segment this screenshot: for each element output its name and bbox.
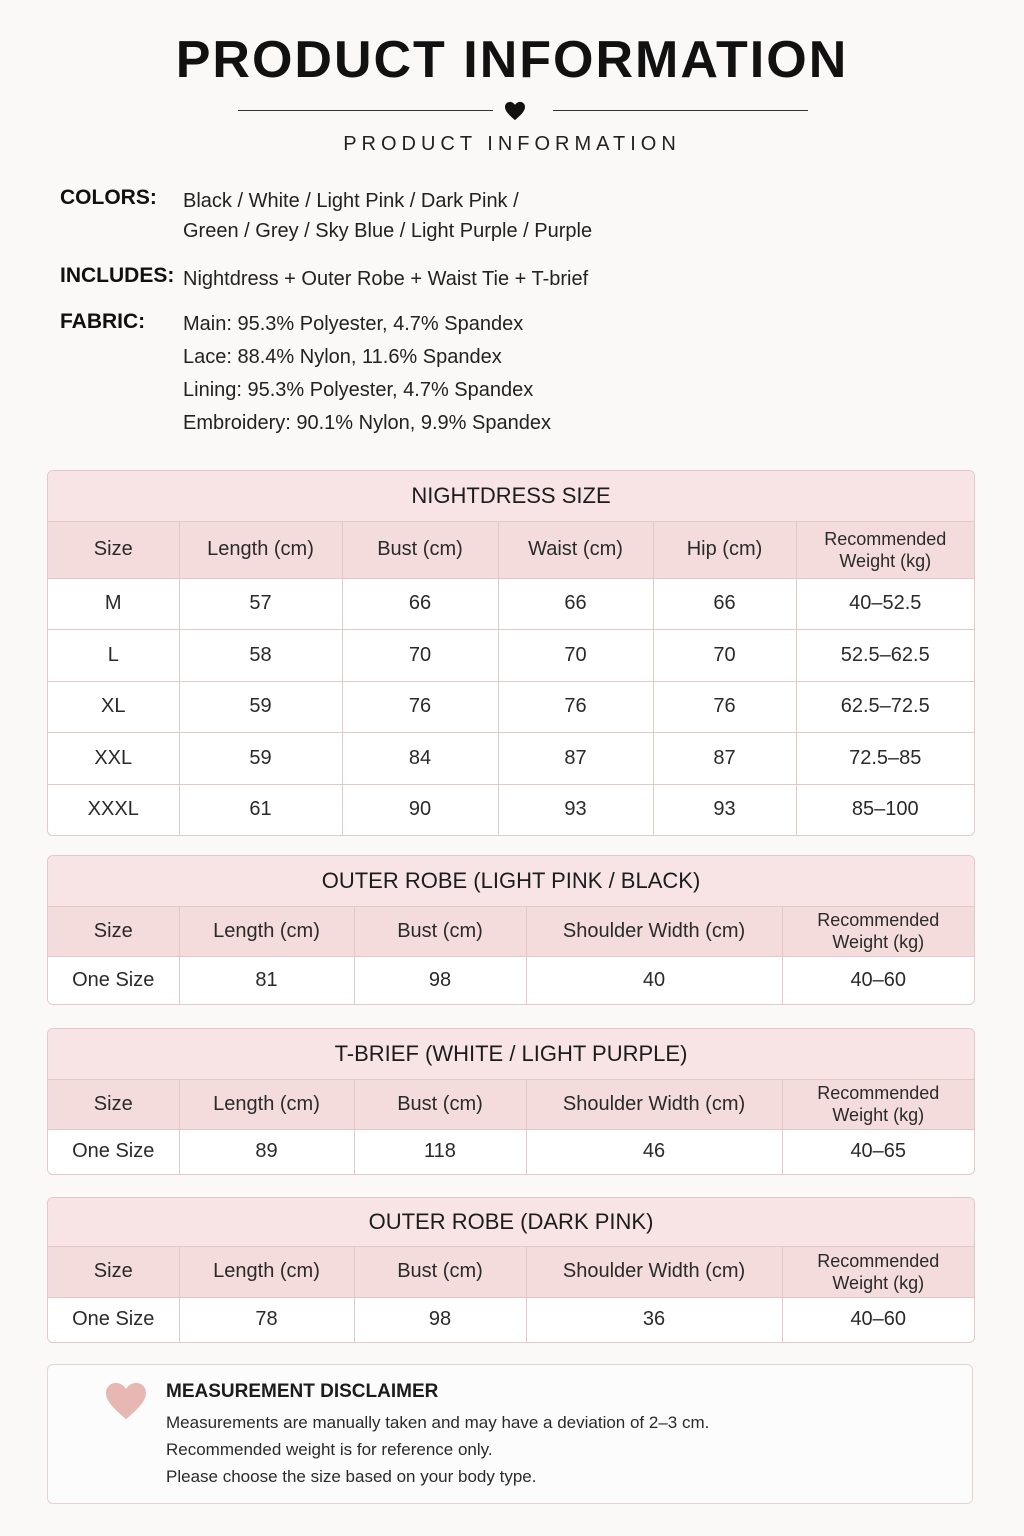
table-cell: 89 [179,1129,354,1174]
header-line: Weight (kg) [832,1105,925,1126]
table-row [48,732,974,784]
disclaimer-title: MEASUREMENT DISCLAIMER [166,1381,439,1402]
table-cell: 66 [498,578,653,629]
table-cell: 40–60 [782,1297,974,1342]
disclaimer-line: Measurements are manually taken and may have a deviation of 2–3 cm. [166,1413,710,1432]
table-cell: 90 [342,784,498,835]
card-title: OUTER ROBE (DARK PINK) [48,1198,974,1247]
header-line: Recommended [817,1083,940,1104]
table-cell: 81 [179,956,354,1004]
table-cell: One Size [48,956,179,1004]
t-brief-table [48,1080,974,1174]
table-cell: 87 [498,732,653,784]
header-line: Recommended [824,528,947,549]
table-cell: M [48,578,179,629]
card-title: NIGHTDRESS SIZE [48,471,974,522]
column-header: Length (cm) [179,907,354,956]
table-header-row [48,522,974,578]
table-cell: 76 [653,681,796,732]
table-cell: 46 [526,1129,782,1174]
nightdress-size-table [48,522,974,835]
column-header: Size [48,1247,179,1297]
disclaimer-line: Please choose the size based on your body type. [166,1467,537,1486]
table-cell: 66 [653,578,796,629]
column-header [782,1080,974,1129]
colors-line: Green / Grey / Sky Blue / Light Purple / Purple [183,220,593,242]
table-cell: 57 [179,578,342,629]
column-header: Length (cm) [179,1247,354,1297]
fabric-value [183,308,551,440]
outer-robe-dark-card [47,1197,975,1343]
card-title: OUTER ROBE (LIGHT PINK / BLACK) [48,856,974,907]
table-cell: 70 [498,629,653,681]
page-subtitle: PRODUCT INFORMATION [343,133,681,155]
outer-robe-dark-table [48,1247,974,1342]
table-cell: 40–52.5 [796,578,974,629]
header-line: Weight (kg) [832,932,925,953]
table-cell: XXXL [48,784,179,835]
disclaimer-line: Recommended weight is for reference only. [166,1440,493,1459]
outer-robe-light-card [47,855,975,1005]
column-header: Shoulder Width (cm) [526,1247,782,1297]
table-cell: 61 [179,784,342,835]
table-cell: XXL [48,732,179,784]
table-cell: 76 [342,681,498,732]
column-header: Shoulder Width (cm) [526,907,782,956]
column-header: Shoulder Width (cm) [526,1080,782,1129]
table-cell: 40 [526,956,782,1004]
heart-icon [504,101,526,121]
table-cell: 87 [653,732,796,784]
outer-robe-light-table [48,907,974,1004]
table-cell: 85–100 [796,784,974,835]
column-header [782,1247,974,1297]
table-cell: 59 [179,732,342,784]
table-cell: 70 [653,629,796,681]
column-header [796,522,974,578]
table-cell: 118 [354,1129,526,1174]
colors-line: Black / White / Light Pink / Dark Pink / [183,190,519,212]
table-cell: XL [48,681,179,732]
table-cell: One Size [48,1129,179,1174]
table-row [48,629,974,681]
table-cell: One Size [48,1297,179,1342]
table-cell: 76 [498,681,653,732]
column-header: Bust (cm) [342,522,498,578]
header-line: Weight (kg) [832,1272,925,1293]
fabric-line: Lining: 95.3% Polyester, 4.7% Spandex [183,379,534,401]
table-cell: 40–65 [782,1129,974,1174]
table-cell: 98 [354,1297,526,1342]
table-header-row [48,1080,974,1129]
title-divider [238,100,808,122]
header-line: Recommended [817,910,940,931]
column-header: Waist (cm) [498,522,653,578]
column-header: Size [48,1080,179,1129]
table-cell: 66 [342,578,498,629]
includes-label: INCLUDES: [60,264,175,287]
table-row [48,681,974,732]
fabric-line: Main: 95.3% Polyester, 4.7% Spandex [183,313,524,335]
table-header-row [48,1247,974,1297]
column-header: Length (cm) [179,1080,354,1129]
fabric-label: FABRIC: [60,310,146,333]
table-cell: 70 [342,629,498,681]
colors-label: COLORS: [60,186,157,209]
colors-value [183,186,592,246]
header-line: Recommended [817,1250,940,1271]
table-cell: 93 [653,784,796,835]
table-row [48,1129,974,1174]
fabric-line: Embroidery: 90.1% Nylon, 9.9% Spandex [183,412,551,434]
column-header: Bust (cm) [354,1080,526,1129]
fabric-line: Lace: 88.4% Nylon, 11.6% Spandex [183,346,502,368]
table-cell: 59 [179,681,342,732]
nightdress-size-card [47,470,975,836]
table-row [48,578,974,629]
card-title: T-BRIEF (WHITE / LIGHT PURPLE) [48,1029,974,1080]
table-row [48,784,974,835]
page-title: PRODUCT INFORMATION [175,31,849,89]
table-cell: 40–60 [782,956,974,1004]
table-header-row [48,907,974,956]
table-cell: L [48,629,179,681]
column-header: Bust (cm) [354,1247,526,1297]
divider-line-left [238,110,493,111]
column-header: Bust (cm) [354,907,526,956]
table-cell: 36 [526,1297,782,1342]
table-cell: 62.5–72.5 [796,681,974,732]
includes-value: Nightdress + Outer Robe + Waist Tie + T-brief [183,268,589,290]
column-header [782,907,974,956]
table-cell: 78 [179,1297,354,1342]
heart-icon [104,1381,148,1421]
column-header: Length (cm) [179,522,342,578]
table-cell: 84 [342,732,498,784]
table-cell: 72.5–85 [796,732,974,784]
measurement-disclaimer [47,1364,973,1504]
table-row [48,956,974,1004]
table-cell: 52.5–62.5 [796,629,974,681]
table-cell: 58 [179,629,342,681]
table-cell: 98 [354,956,526,1004]
t-brief-card [47,1028,975,1175]
table-row [48,1297,974,1342]
column-header: Hip (cm) [653,522,796,578]
column-header: Size [48,522,179,578]
divider-line-right [553,110,808,111]
column-header: Size [48,907,179,956]
header-line: Weight (kg) [839,550,932,571]
table-cell: 93 [498,784,653,835]
